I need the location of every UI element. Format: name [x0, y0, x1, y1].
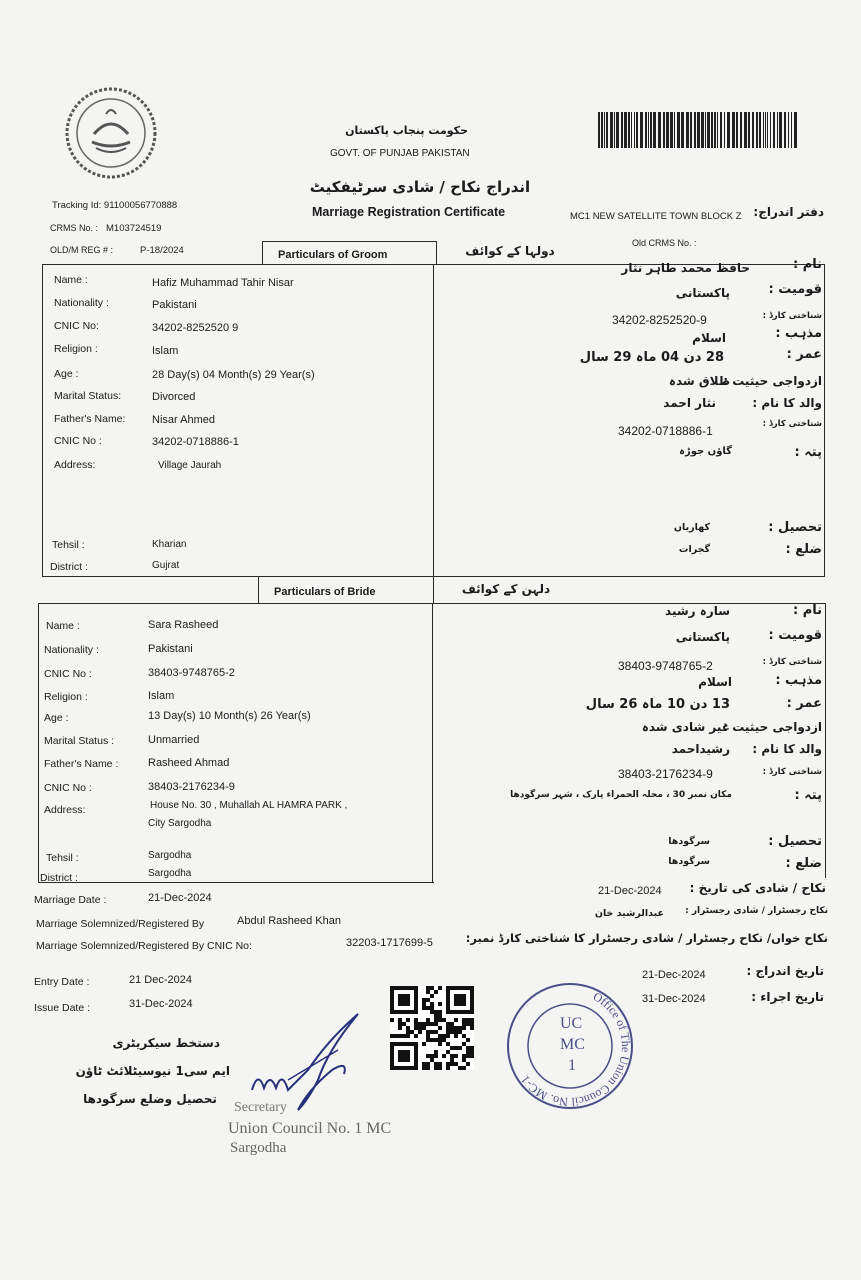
entry-date-value: 21 Dec-2024	[129, 974, 192, 986]
groom-cnic-urdu-value: 34202-8252520-9	[612, 313, 707, 327]
bride-address-urdu-value: مکان نمبر 30 ، محلہ الحمراء پارک ، شہر سرگودھا	[510, 790, 732, 800]
groom-name-value: Hafiz Muhammad Tahir Nisar	[152, 277, 294, 289]
groom-name-urdu-label: نام :	[792, 257, 822, 272]
issue-date-urdu-label: تاریخ اجراء :	[751, 990, 824, 1004]
groom-father-urdu-label: والد کا نام :	[752, 396, 822, 410]
qr-graphic	[390, 986, 474, 1070]
groom-tehsil-urdu-value: کھاریاں	[673, 522, 710, 533]
stamp-union-council: Union Council No. 1 MC	[228, 1120, 392, 1137]
bride-district-label: District :	[40, 872, 78, 884]
groom-father-label: Father's Name:	[54, 413, 126, 425]
govt-urdu: حکومت پنجاب پاکستان	[345, 124, 468, 137]
groom-father-cnic-label: CNIC No :	[54, 435, 102, 447]
solemnized-urdu-value: عبدالرشید خان	[594, 908, 664, 919]
tracking-id: Tracking Id: 91100056770888	[52, 200, 178, 211]
issue-date-label: Issue Date :	[34, 1002, 91, 1014]
groom-nationality-label: Nationality :	[54, 297, 109, 309]
bride-district-urdu-value: سرگودھا	[668, 856, 710, 867]
bride-age-urdu-label: عمر :	[786, 696, 822, 711]
groom-age-urdu-value: 28 دن 04 ماہ 29 سال	[579, 350, 724, 365]
bride-nationality-urdu-value: پاکستانی	[675, 630, 730, 644]
barcode	[598, 112, 801, 148]
bride-marital-urdu-value: غیر شادی شدہ	[641, 720, 730, 734]
groom-marital-label: Marital Status:	[54, 390, 122, 402]
groom-marital-urdu-value: طلاق شدہ	[668, 374, 730, 388]
groom-age-urdu-label: عمر :	[786, 347, 822, 362]
seal-center-1: 1	[568, 1057, 576, 1074]
solemnized-value: Abdul Rasheed Khan	[237, 915, 341, 927]
signature-urdu-line1: دستخط سیکریٹری	[112, 1036, 220, 1050]
bride-age-urdu-value: 13 دن 10 ماہ 26 سال	[585, 697, 730, 712]
bride-address-line2: City Sargodha	[148, 818, 212, 829]
bride-religion-urdu-value: اسلام	[698, 675, 732, 689]
old-reg-label: OLD/M REG # :	[50, 245, 114, 255]
groom-nationality-value: Pakistani	[152, 299, 197, 311]
solemnized-cnic-label: Marriage Solemnized/Registered By CNIC No:	[36, 940, 252, 952]
groom-nationality-urdu-value: پاکستانی	[675, 286, 730, 300]
marriage-date-urdu-value: 21-Dec-2024	[598, 885, 662, 897]
bride-marital-urdu-label: ازدواجی حیثیت :	[723, 720, 822, 734]
office-label-urdu: دفتر اندراج:	[753, 205, 824, 219]
groom-father-cnic-urdu-value: 34202-0718886-1	[618, 424, 713, 438]
bride-age-value: 13 Day(s) 10 Month(s) 26 Year(s)	[148, 710, 311, 722]
groom-district-value: Gujrat	[152, 560, 180, 571]
solemnized-cnic-urdu-label: نکاح خواں/ نکاح رجسٹرار / شادی رجسٹرار کا شناختی کارڈ نمبر:	[465, 931, 828, 945]
bride-name-label: Name :	[46, 620, 80, 632]
bride-marital-label: Marital Status :	[44, 735, 115, 747]
bride-father-value: Rasheed Ahmad	[148, 757, 230, 769]
office-value: MC1 NEW SATELLITE TOWN BLOCK Z	[570, 211, 742, 222]
entry-date-urdu-label: تاریخ اندراج :	[746, 964, 824, 978]
solemnized-cnic-value: 32203-1717699-5	[346, 937, 433, 949]
bride-district-value: Sargodha	[148, 868, 192, 879]
groom-cnic-urdu-label: شناختی کارڈ :	[762, 311, 822, 321]
groom-tehsil-urdu-label: تحصیل :	[768, 520, 822, 535]
groom-religion-label: Religion :	[54, 343, 98, 355]
issue-date-value: 31-Dec-2024	[129, 998, 193, 1010]
bride-father-cnic-urdu-value: 38403-2176234-9	[618, 767, 713, 781]
bride-tehsil-value: Sargodha	[148, 850, 192, 861]
groom-father-value: Nisar Ahmed	[152, 414, 215, 426]
groom-father-cnic-urdu-label: شناختی کارڈ :	[762, 419, 822, 429]
old-reg-value: P-18/2024	[140, 245, 184, 256]
stamp-secretary: Secretary	[234, 1100, 287, 1115]
bride-address-label: Address:	[44, 804, 86, 816]
entry-date-label: Entry Date :	[34, 976, 90, 988]
groom-header: Particulars of Groom	[278, 249, 388, 261]
crms-label: CRMS No. :	[50, 223, 99, 233]
marriage-date-urdu-label: نکاح / شادی کی تاریخ :	[689, 881, 826, 895]
bride-district-urdu-label: ضلع :	[785, 856, 822, 871]
bride-father-label: Father's Name :	[44, 758, 119, 770]
entry-date-urdu-value: 21-Dec-2024	[642, 969, 706, 981]
bride-father-urdu-label: والد کا نام :	[752, 742, 822, 756]
bride-father-cnic-urdu-label: شناختی کارڈ :	[762, 767, 822, 777]
groom-name-label: Name :	[54, 274, 88, 286]
groom-name-urdu-value: حافظ محمد طاہر نثار	[621, 261, 750, 275]
bride-nationality-value: Pakistani	[148, 643, 193, 655]
bride-tehsil-urdu-label: تحصیل :	[768, 834, 822, 849]
groom-cnic-value: 34202-8252520 9	[152, 322, 239, 334]
bride-father-urdu-value: رشیداحمد	[671, 742, 730, 756]
bride-name-value: Sara Rasheed	[148, 619, 219, 631]
bride-cnic-urdu-value: 38403-9748765-2	[618, 659, 713, 673]
signature-urdu-line3: تحصیل وضلع سرگودھا	[83, 1092, 217, 1106]
bride-father-cnic-label: CNIC No :	[44, 782, 92, 794]
bride-tehsil-urdu-value: سرگودھا	[668, 836, 710, 847]
groom-nationality-urdu-label: قومیت :	[768, 282, 822, 297]
groom-religion-urdu-value: اسلام	[692, 331, 726, 345]
title-english: Marriage Registration Certificate	[312, 205, 506, 219]
bride-religion-label: Religion :	[44, 691, 88, 703]
bride-name-urdu-label: نام :	[792, 603, 822, 618]
bride-cnic-value: 38403-9748765-2	[148, 667, 235, 679]
groom-tehsil-value: Kharian	[152, 539, 187, 550]
bride-age-label: Age :	[44, 712, 69, 724]
bride-header-urdu: دلہن کے کوائف	[461, 582, 551, 596]
crms-value: M103724519	[106, 223, 162, 234]
solemnized-urdu-label: نکاح رجسٹرار / شادی رجسٹرار :	[685, 906, 828, 916]
qr-code	[390, 986, 474, 1070]
bride-cnic-urdu-label: شناختی کارڈ :	[762, 657, 822, 667]
bride-tehsil-label: Tehsil :	[46, 852, 79, 864]
bride-nationality-label: Nationality :	[44, 644, 99, 656]
govt-english: GOVT. OF PUNJAB PAKISTAN	[330, 148, 470, 159]
bride-religion-urdu-label: مذہب :	[775, 673, 822, 688]
punjab-logo	[62, 84, 160, 182]
groom-address-value: Village Jaurah	[158, 460, 222, 471]
groom-age-value: 28 Day(s) 04 Month(s) 29 Year(s)	[152, 369, 315, 381]
bride-cnic-label: CNIC No :	[44, 668, 92, 680]
bride-religion-value: Islam	[148, 690, 175, 702]
issue-date-urdu-value: 31-Dec-2024	[642, 993, 706, 1005]
bride-address-line1: House No. 30 , Muhallah AL HAMRA PARK ,	[150, 800, 348, 811]
groom-address-urdu-label: پتہ :	[794, 445, 822, 460]
groom-cnic-label: CNIC No:	[54, 320, 99, 332]
groom-address-urdu-value: گاؤں جوڑہ	[679, 446, 732, 457]
bride-marital-value: Unmarried	[148, 734, 200, 746]
title-urdu: اندراج نکاح / شادی سرٹیفکیٹ	[309, 178, 531, 196]
old-crms: Old CRMS No. :	[632, 238, 697, 248]
groom-marital-value: Divorced	[152, 391, 196, 403]
bride-nationality-urdu-label: قومیت :	[768, 628, 822, 643]
bride-header: Particulars of Bride	[274, 586, 376, 598]
bride-name-urdu-value: سارہ رشید	[665, 604, 730, 618]
bride-address-urdu-label: پتہ :	[794, 788, 822, 803]
signature-urdu-line2: ایم سی1 نیوسیٹلائٹ ٹاؤن	[75, 1064, 230, 1078]
groom-age-label: Age :	[54, 368, 79, 380]
seal-center-mc: MC	[560, 1036, 585, 1053]
groom-district-urdu-label: ضلع :	[785, 542, 822, 557]
bride-father-cnic-value: 38403-2176234-9	[148, 781, 235, 793]
marriage-date-value: 21-Dec-2024	[148, 892, 212, 904]
groom-religion-value: Islam	[152, 345, 179, 357]
groom-district-urdu-value: گجرات	[678, 544, 710, 555]
groom-tehsil-label: Tehsil :	[52, 539, 85, 551]
groom-father-cnic-value: 34202-0718886-1	[152, 436, 239, 448]
marriage-date-label: Marriage Date :	[34, 894, 107, 906]
groom-district-label: District :	[50, 561, 88, 573]
groom-religion-urdu-label: مذہب :	[775, 326, 822, 341]
barcode-graphic	[598, 112, 801, 148]
solemnized-label: Marriage Solemnized/Registered By	[36, 918, 205, 930]
groom-marital-urdu-label: ازدواجی حیثیت :	[723, 374, 822, 388]
stamp-sargodha: Sargodha	[230, 1140, 287, 1156]
groom-address-label: Address:	[54, 459, 96, 471]
seal-center-uc: UC	[560, 1015, 583, 1032]
groom-father-urdu-value: نثار احمد	[663, 396, 716, 410]
groom-header-urdu: دولہا کے کوائف	[465, 244, 555, 258]
seal-ring-text: Office of The Union Council No. MC-1	[517, 989, 634, 1110]
